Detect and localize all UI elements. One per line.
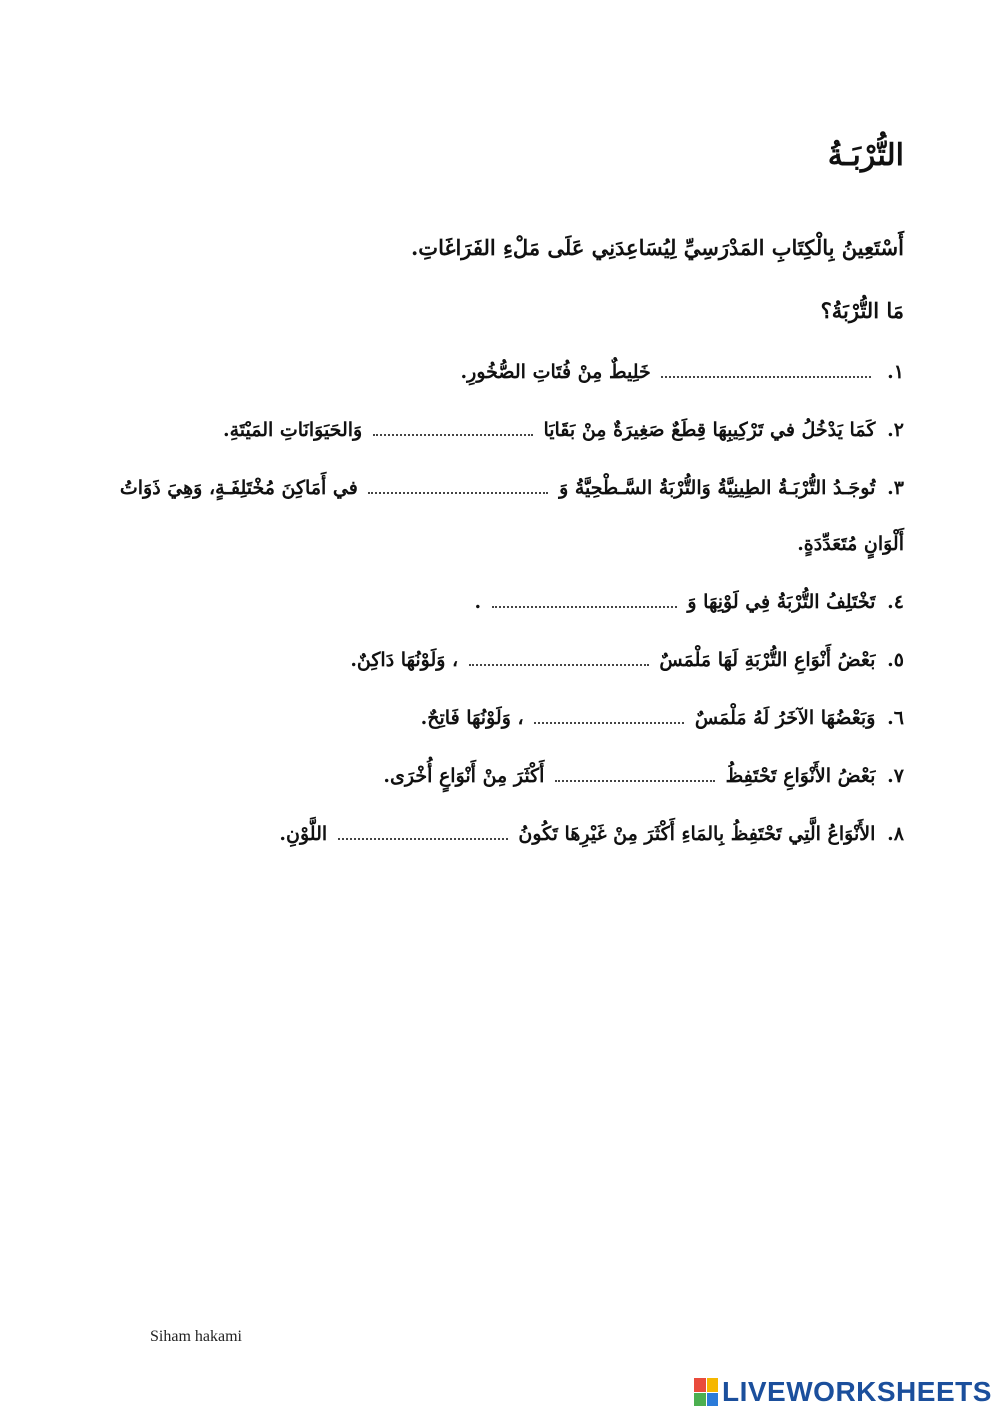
item-text-cont: أَلْوَانٍ مُتَعَدِّدَةٍ. [797, 533, 904, 555]
blank-field[interactable] [368, 476, 548, 494]
item-text-before: تَخْتَلِفُ التُّرْبَةُ فِي لَوْنِهَا وَ [687, 591, 876, 613]
list-item [383, 756, 904, 796]
item-number: ٥. [887, 649, 904, 671]
item-text-after: اللَّوْنِ. [279, 823, 328, 845]
list-item [279, 814, 904, 854]
blank-field[interactable] [492, 590, 677, 608]
blank-field[interactable] [373, 418, 533, 436]
blank-field[interactable] [555, 764, 715, 782]
page-title: التُّرْبَـةُ [827, 138, 904, 173]
item-text-before: بَعْضُ الأَنْوَاعِ تَحْتَفِظُ [725, 765, 876, 787]
item-text-before: وَبَعْضُهَا الآخَرُ لَهُ مَلْمَسٌ [694, 707, 876, 729]
brand-text: LIVEWORKSHEETS [722, 1376, 992, 1407]
list-item-continuation [797, 524, 904, 564]
item-number: ٢. [887, 419, 904, 441]
list-item [475, 582, 905, 622]
item-number: ٦. [887, 707, 904, 729]
blank-field[interactable] [661, 360, 871, 378]
item-text-after: ، وَلَوْنُهَا فَاتِحٌ. [420, 707, 524, 729]
blank-field[interactable] [338, 822, 508, 840]
liveworksheets-logo-icon [694, 1378, 718, 1406]
item-text-before: تُوجَـدُ التُّرْبَـةُ الطِينِيَّةُ وَالتُّرْبَةُ السَّـطْحِيَّةُ وَ [559, 477, 876, 499]
list-item [461, 352, 904, 392]
item-number: ١. [887, 361, 904, 383]
blank-field[interactable] [469, 648, 649, 666]
item-text-before: بَعْضُ أَنْوَاعِ التُّرْبَةِ لَهَا مَلْمَسٌ [659, 649, 876, 671]
item-number: ٨. [887, 823, 904, 845]
item-number: ٣. [887, 477, 904, 499]
question-heading: مَا التُّرْبَةُ؟ [820, 298, 904, 323]
instruction-text: أَسْتَعِينُ بِالْكِتَابِ المَدْرَسِيِّ لِيُسَاعِدَنِي عَلَى مَلْءِ الفَرَاغَاتِ. [411, 235, 904, 260]
item-number: ٤. [887, 591, 904, 613]
item-text-before: كَمَا يَدْخُلُ في تَرْكِيبِهَا قِطَعٌ صَغِيرَةٌ مِنْ بَقَايَا [543, 419, 876, 441]
author-name: Siham hakami [150, 1328, 242, 1345]
brand-logo[interactable] [694, 1376, 992, 1408]
list-item [120, 468, 904, 508]
item-text-after: وَالحَيَوَانَاتِ المَيْتَةِ. [222, 419, 363, 441]
item-text-after: . [474, 591, 482, 613]
item-text-after: في أَمَاكِنَ مُخْتَلِفَـةٍ، وَهِيَ ذَوَاتُ [119, 477, 358, 499]
list-item [223, 410, 904, 450]
item-text-after: خَلِيطٌ مِنْ فُتَاتِ الصُّخُورِ. [460, 361, 651, 383]
item-text-after: ، وَلَوْنُهَا دَاكِنٌ. [350, 649, 459, 671]
item-text-before: الأَنْوَاعُ الَّتِي تَحْتَفِظُ بِالمَاءِ أَكْثَرَ مِنْ غَيْرِهَا تَكُونُ [518, 823, 876, 845]
list-item [350, 640, 904, 680]
item-number: ٧. [887, 765, 904, 787]
list-item [421, 698, 904, 738]
blank-field[interactable] [534, 706, 684, 724]
item-text-after: أَكْثَرَ مِنْ أَنْوَاعٍ أُخْرَى. [383, 765, 545, 787]
